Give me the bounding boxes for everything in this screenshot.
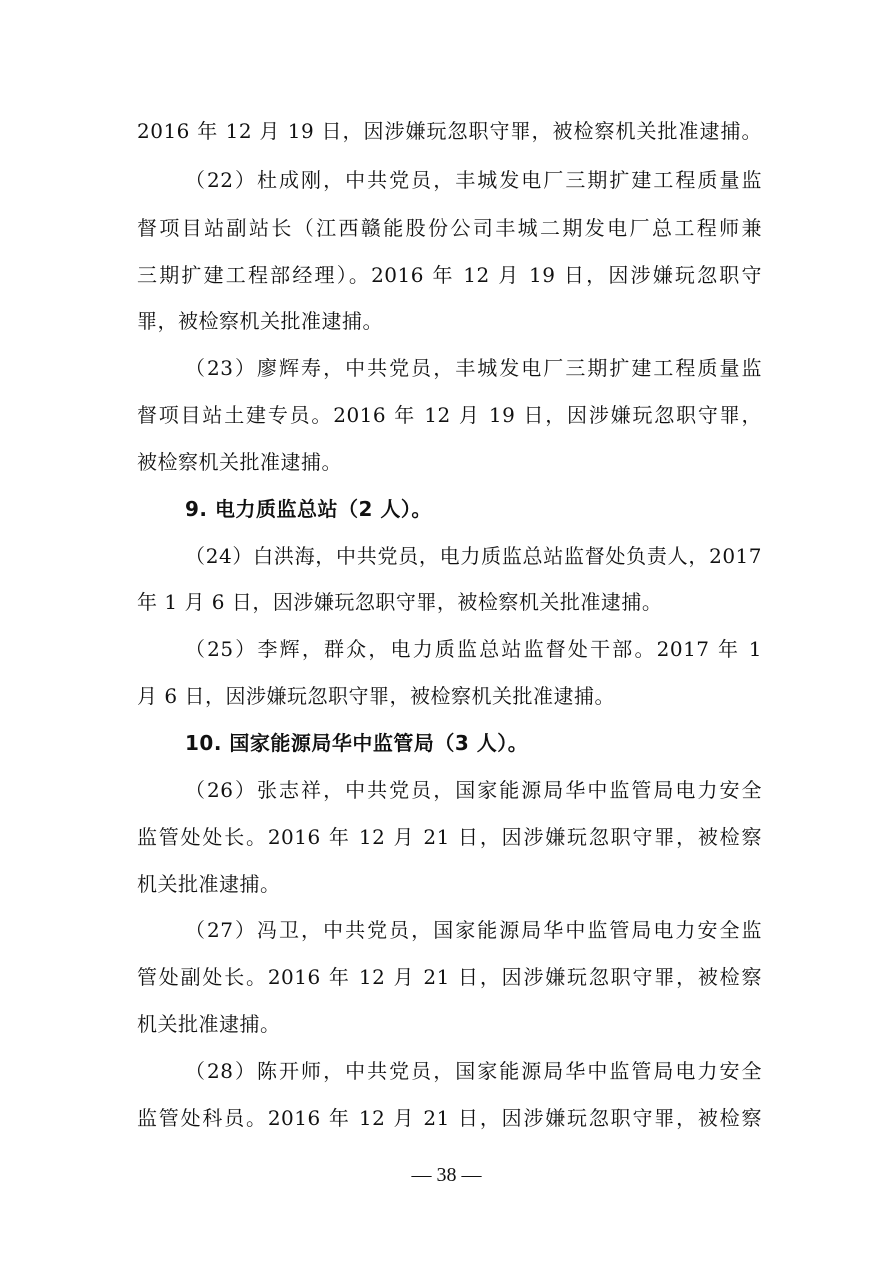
text-line: 督项目站土建专员。2016 年 12 月 19 日，因涉嫌玩忽职守罪， xyxy=(137,403,762,427)
text-line: 被检察机关批准逮捕。 xyxy=(137,450,342,474)
text-line: 督项目站副站长（江西赣能股份公司丰城二期发电厂总工程师兼 xyxy=(137,216,762,240)
section-heading: 10. 国家能源局华中监管局（3 人）。 xyxy=(185,731,529,755)
text-line: （25）李辉，群众，电力质监总站监督处干部。2017 年 1 xyxy=(185,637,762,661)
text-line: 罪，被检察机关批准逮捕。 xyxy=(137,309,383,333)
text-line: 机关批准逮捕。 xyxy=(137,1012,281,1036)
text-line: 月 6 日，因涉嫌玩忽职守罪，被检察机关批准逮捕。 xyxy=(137,684,615,708)
text-line: 监管处科员。2016 年 12 月 21 日，因涉嫌玩忽职守罪，被检察 xyxy=(137,1106,762,1130)
text-line: 年 1 月 6 日，因涉嫌玩忽职守罪，被检察机关批准逮捕。 xyxy=(137,590,663,614)
text-line: 2016 年 12 月 19 日，因涉嫌玩忽职守罪，被检察机关批准逮捕。 xyxy=(137,119,762,143)
text-line: （27）冯卫，中共党员，国家能源局华中监管局电力安全监 xyxy=(185,918,762,942)
text-line: 管处副处长。2016 年 12 月 21 日，因涉嫌玩忽职守罪，被检察 xyxy=(137,965,762,989)
page-number: — 38 — xyxy=(411,1164,482,1186)
text-line: 监管处处长。2016 年 12 月 21 日，因涉嫌玩忽职守罪，被检察 xyxy=(137,825,762,849)
text-line: （24）白洪海，中共党员，电力质监总站监督处负责人，2017 xyxy=(185,544,762,568)
section-heading: 9. 电力质监总站（2 人）。 xyxy=(185,497,432,521)
text-line: （28）陈开师，中共党员，国家能源局华中监管局电力安全 xyxy=(185,1059,762,1083)
text-line: （23）廖辉寿，中共党员，丰城发电厂三期扩建工程质量监 xyxy=(185,356,762,380)
text-line: 三期扩建工程部经理）。2016 年 12 月 19 日，因涉嫌玩忽职守 xyxy=(137,263,762,287)
text-line: （22）杜成刚，中共党员，丰城发电厂三期扩建工程质量监 xyxy=(185,168,762,192)
text-line: （26）张志祥，中共党员，国家能源局华中监管局电力安全 xyxy=(185,778,762,802)
text-line: 机关批准逮捕。 xyxy=(137,872,281,896)
